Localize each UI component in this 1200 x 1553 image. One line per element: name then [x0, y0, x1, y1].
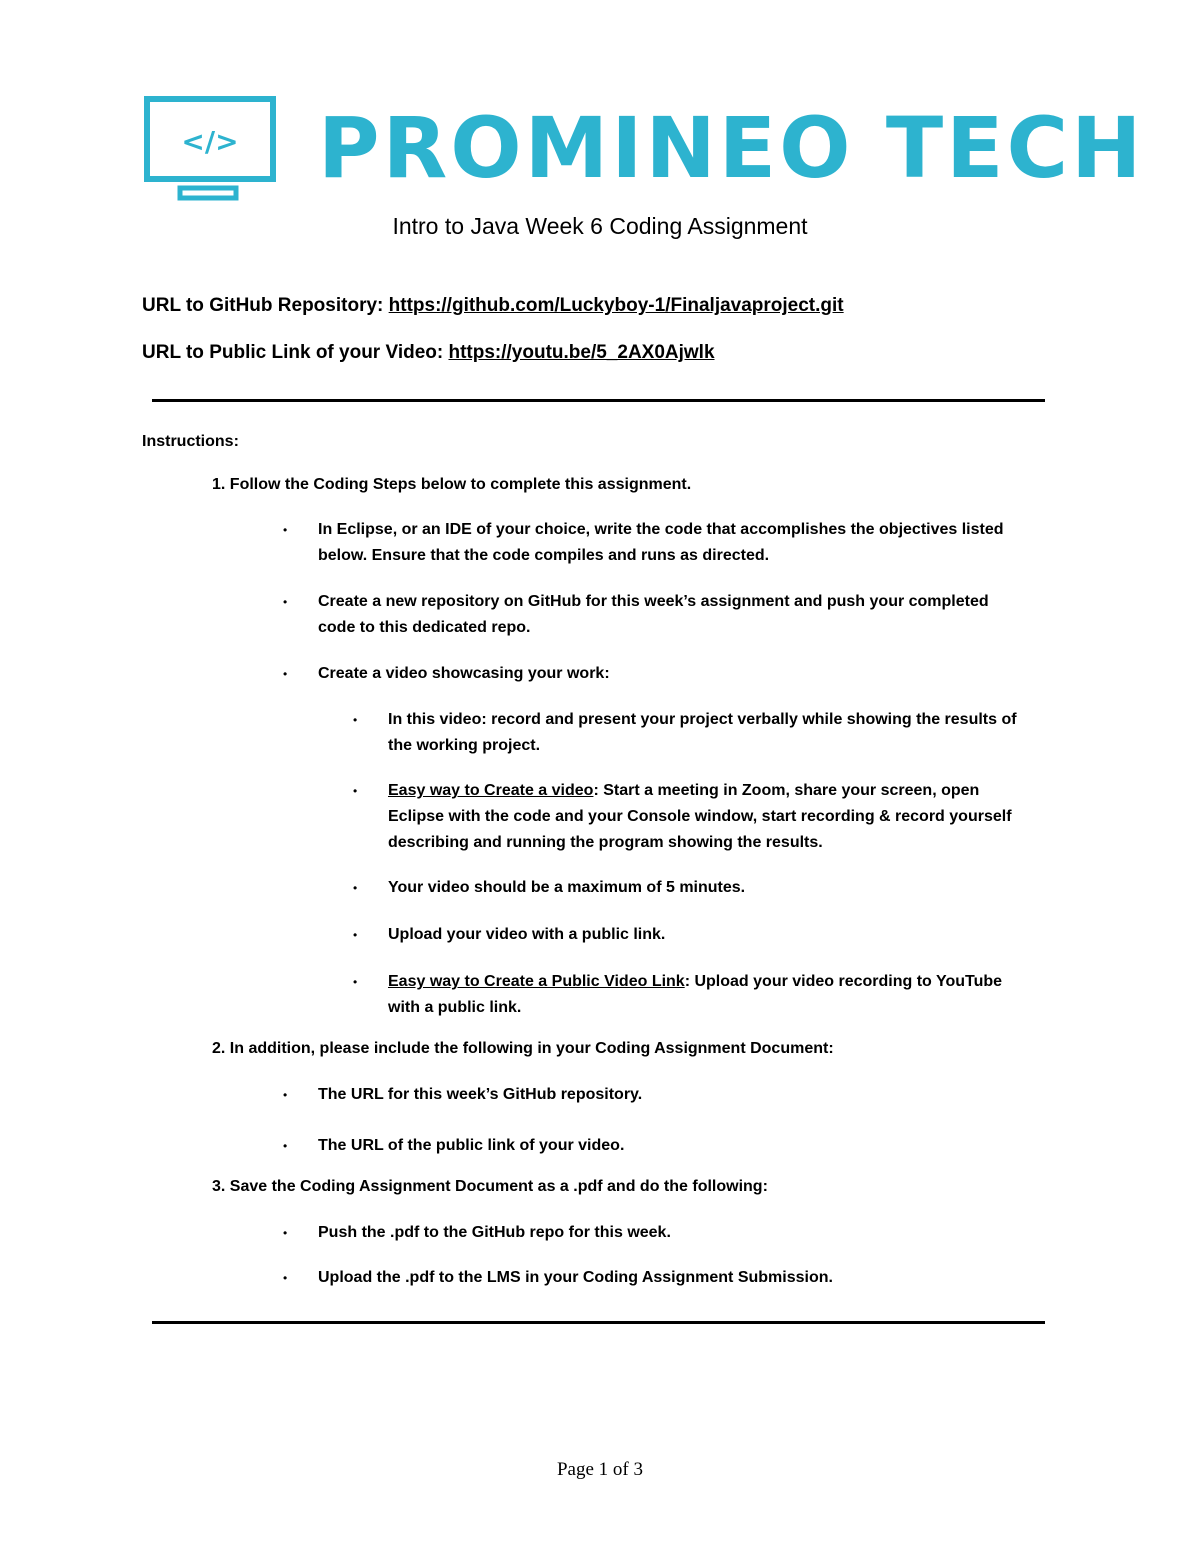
video-bullet2-line3: describing and running the program showing the results. — [388, 834, 823, 851]
bullet-icon: • — [283, 1139, 288, 1153]
video-bullet3: Your video should be a maximum of 5 minutes. — [388, 879, 746, 896]
github-url-line — [142, 293, 844, 319]
bullet-icon: • — [353, 928, 358, 942]
bullet-icon: • — [283, 1271, 288, 1285]
step2-bullet1: The URL for this week’s GitHub repository. — [318, 1086, 643, 1103]
divider-top — [152, 399, 1045, 402]
github-url-label: URL to GitHub Repository: — [142, 295, 384, 316]
instructions-heading: Instructions: — [142, 433, 239, 450]
video-bullet1-line2: the working project. — [388, 737, 541, 754]
video-bullet5-text: : Upload your video recording to YouTube — [684, 973, 1003, 990]
step3-bullet2: Upload the .pdf to the LMS in your Coding Assignment Submission. — [318, 1269, 833, 1286]
monitor-code-icon — [144, 96, 276, 204]
step1-bullet2-line1: Create a new repository on GitHub for this week’s assignment and push your completed — [318, 593, 989, 610]
video-bullet2-line1 — [388, 778, 979, 804]
video-url-link[interactable]: https://youtu.be/5_2AX0Ajwlk — [448, 342, 715, 363]
easy-public-link[interactable]: Easy way to Create a Public Video Link — [388, 973, 685, 990]
step1-bullet2-line2: code to this dedicated repo. — [318, 619, 531, 636]
logo-code-text: </> — [181, 125, 239, 158]
bullet-icon: • — [353, 713, 358, 727]
step2-bullet2: The URL of the public link of your video. — [318, 1137, 625, 1154]
video-bullet2-text: : Start a meeting in Zoom, share your screen, open — [593, 782, 980, 799]
github-url-link[interactable]: https://github.com/Luckyboy-1/Finaljavaproject.git — [388, 295, 844, 316]
video-bullet2-line2: Eclipse with the code and your Console window, start recording & record yourself — [388, 808, 1012, 825]
video-bullet5-line1 — [388, 969, 1002, 995]
video-bullet4: Upload your video with a public link. — [388, 926, 666, 943]
bullet-icon: • — [353, 784, 358, 798]
video-bullet1-line1: In this video: record and present your project verbally while showing the results of — [388, 711, 1017, 728]
step-3: 3. Save the Coding Assignment Document as a .pdf and do the following: — [212, 1178, 768, 1195]
step1-bullet1-line1: In Eclipse, or an IDE of your choice, write the code that accomplishes the objectives listed — [318, 521, 1004, 538]
bullet-icon: • — [353, 975, 358, 989]
step3-bullet1: Push the .pdf to the GitHub repo for this week. — [318, 1224, 671, 1241]
divider-bottom — [152, 1321, 1045, 1324]
bullet-icon: • — [283, 523, 288, 537]
step-2: 2. In addition, please include the following in your Coding Assignment Document: — [212, 1040, 834, 1057]
bullet-icon: • — [283, 595, 288, 609]
brand-name: PROMINEO TECH — [318, 99, 1145, 197]
page-title: Intro to Java Week 6 Coding Assignment — [392, 213, 808, 239]
video-bullet5-line2: with a public link. — [388, 999, 522, 1016]
step-1: 1. Follow the Coding Steps below to complete this assignment. — [212, 476, 692, 493]
step1-bullet3: Create a video showcasing your work: — [318, 665, 610, 682]
bullet-icon: • — [283, 1226, 288, 1240]
bullet-icon: • — [283, 667, 288, 681]
easy-video-link[interactable]: Easy way to Create a video — [388, 782, 594, 799]
video-url-label: URL to Public Link of your Video: — [142, 342, 444, 363]
page-number: Page 1 of 3 — [556, 1459, 643, 1480]
bullet-icon: • — [353, 881, 358, 895]
bullet-icon: • — [283, 1088, 288, 1102]
video-url-line — [142, 340, 715, 366]
step1-bullet1-line2: below. Ensure that the code compiles and runs as directed. — [318, 547, 770, 564]
